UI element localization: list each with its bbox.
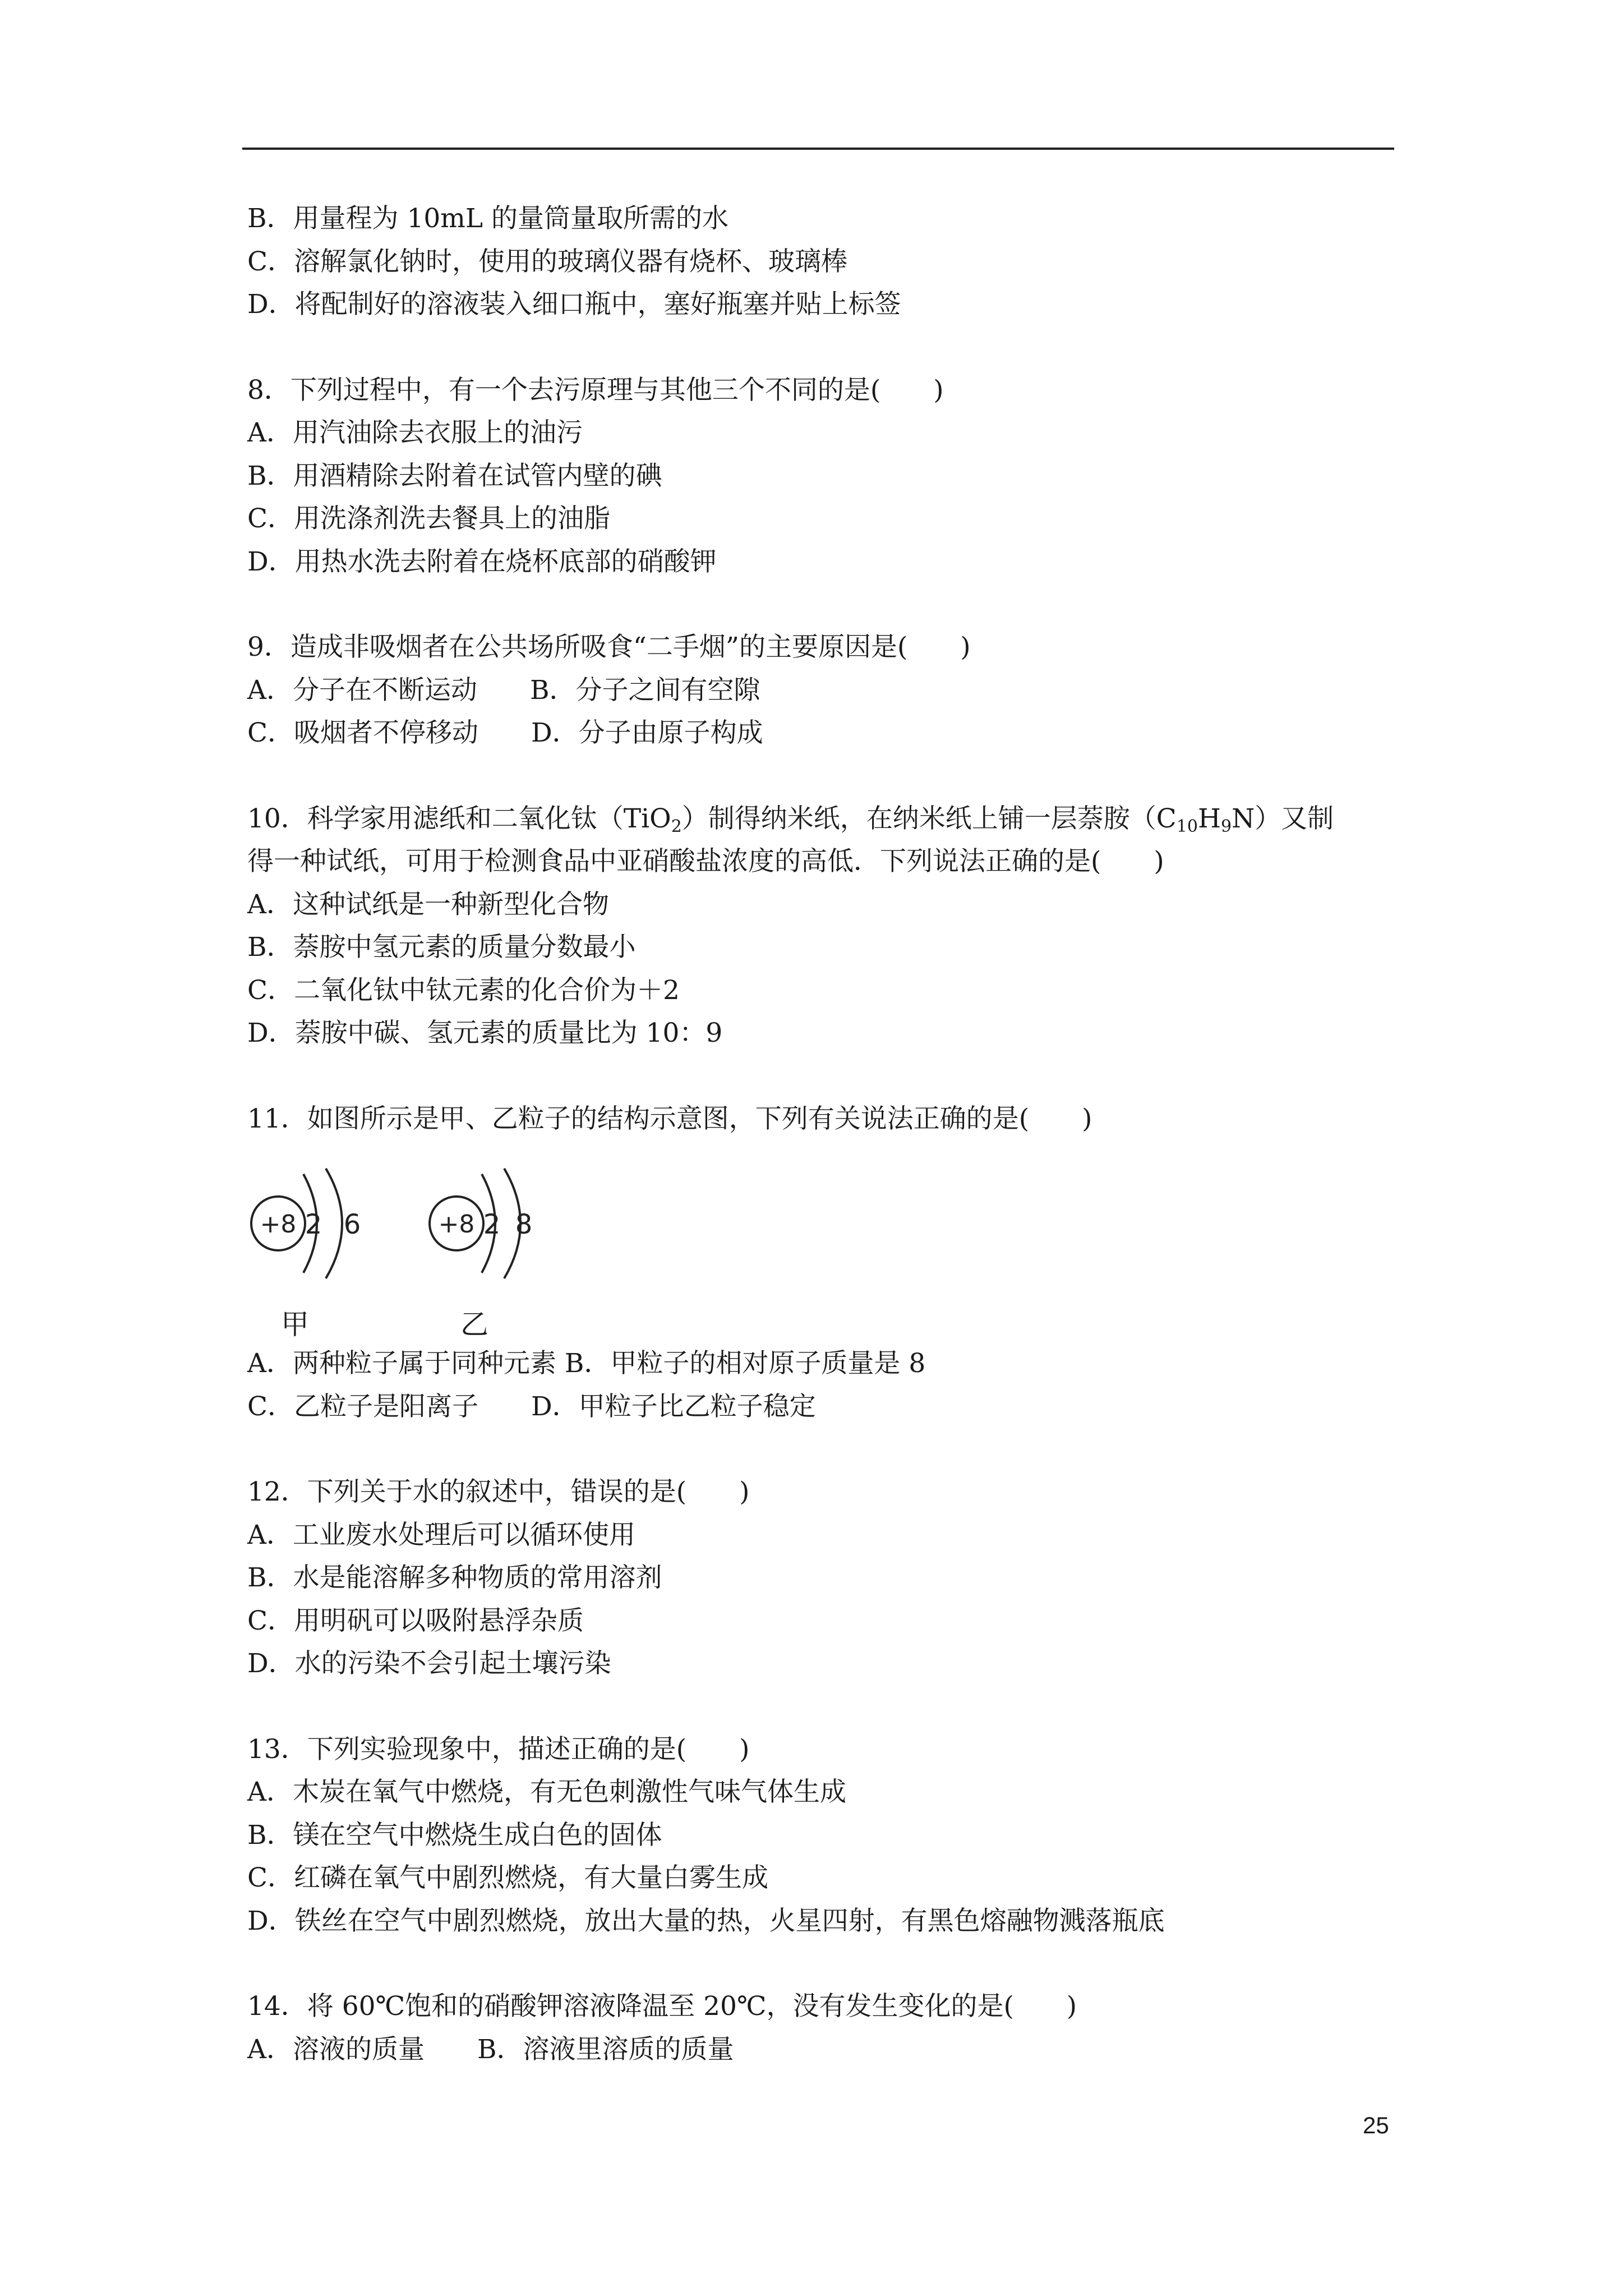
particle-a-shell1: 2	[305, 1209, 322, 1240]
particle-a-diagram	[247, 1163, 382, 1341]
particle-b-diagram	[426, 1163, 560, 1341]
q10-option-c: C．二氧化钛中钛元素的化合价为＋2	[247, 974, 680, 1006]
question-list	[247, 197, 1391, 2071]
q8-option-d: D．用热水洗去附着在烧杯底部的硝酸钾	[247, 546, 717, 577]
q14-stem: 14．将 60℃饱和的硝酸钾溶液降温至 20℃，没有发生变化的是( )	[247, 1991, 1077, 2022]
page-number: 25	[1363, 2112, 1389, 2138]
q12-option-d: D．水的污染不会引起土壤污染	[247, 1648, 611, 1679]
q13-option-d: D．铁丝在空气中剧烈燃烧，放出大量的热，火星四射，有黑色熔融物溅落瓶底	[247, 1905, 1165, 1936]
q12-option-c: C．用明矾可以吸附悬浮杂质	[247, 1605, 584, 1636]
particle-a-nucleus: +8	[260, 1210, 297, 1239]
q12-stem: 12．下列关于水的叙述中，错误的是( )	[247, 1476, 750, 1507]
q13-option-c: C．红磷在氧气中剧烈燃烧，有大量白雾生成	[247, 1862, 768, 1893]
q8-stem: 8．下列过程中，有一个去污原理与其他三个不同的是( )	[247, 374, 944, 406]
particle-b-nucleus: +8	[438, 1210, 475, 1239]
q9-stem: 9．造成非吸烟者在公共场所吸食“二手烟”的主要原因是( )	[247, 632, 971, 662]
q7-option-c: C．溶解氯化钠时，使用的玻璃仪器有烧杯、玻璃棒	[247, 246, 847, 277]
particle-a-shell2: 6	[343, 1209, 361, 1240]
q11-options-cd: C．乙粒子是阳离子 D．甲粒子比乙粒子稳定	[247, 1391, 816, 1422]
particle-b-svg	[426, 1163, 560, 1297]
q7-option-d: D．将配制好的溶液装入细口瓶中，塞好瓶塞并贴上标签	[247, 289, 901, 320]
q11-options-ab: A．两种粒子属于同种元素 B．甲粒子的相对原子质量是 8	[247, 1348, 926, 1379]
q10-option-b: B．萘胺中氢元素的质量分数最小	[247, 932, 636, 963]
particle-a-label: 甲	[281, 1308, 309, 1341]
header-rule	[242, 148, 1394, 150]
q12-option-a: A．工业废水处理后可以循环使用	[247, 1519, 635, 1550]
q7-option-b: B．用量程为 10mL 的量筒量取所需的水	[247, 203, 729, 234]
q13-option-b: B．镁在空气中燃烧生成白色的固体	[247, 1819, 662, 1851]
particle-structure-figure	[247, 1163, 640, 1342]
q10-stem-line1: 10．科学家用滤纸和二氧化钛（TiO$_2$）制得纳米纸，在纳米纸上铺一层萘胺$(C_{10}H_9N)$又制	[247, 803, 1334, 836]
particle-b-label: 乙	[460, 1308, 488, 1341]
q10-option-d: D．萘胺中碳、氢元素的质量比为 10：9	[247, 1018, 723, 1048]
q9-options-ab: A．分子在不断运动 B．分子之间有空隙	[247, 674, 760, 706]
q13-stem: 13．下列实验现象中，描述正确的是( )	[247, 1733, 750, 1765]
q9-options-cd: C．吸烟者不停移动 D．分子由原子构成	[247, 717, 763, 748]
particle-b-shell1: 2	[483, 1209, 501, 1240]
particle-b-shell2: 8	[515, 1209, 533, 1240]
q8-option-c: C．用洗涤剂洗去餐具上的油脂	[247, 503, 610, 534]
q10-stem-line2: 得一种试纸，可用于检测食品中亚硝酸盐浓度的高低．下列说法正确的是( )	[247, 846, 1164, 877]
particle-a-svg	[247, 1163, 382, 1297]
q11-stem: 11．如图所示是甲、乙粒子的结构示意图，下列有关说法正确的是( )	[247, 1103, 1092, 1134]
q8-option-b: B．用酒精除去附着在试管内壁的碘	[247, 460, 662, 491]
q12-option-b: B．水是能溶解多种物质的常用溶剂	[247, 1562, 662, 1593]
q13-option-a: A．木炭在氧气中燃烧，有无色刺激性气味气体生成	[247, 1777, 846, 1807]
q10-option-a: A．这种试纸是一种新型化合物	[247, 889, 609, 920]
q14-options-ab: A．溶液的质量 B．溶液里溶质的质量	[247, 2033, 734, 2065]
q8-option-a: A．用汽油除去衣服上的油污	[247, 417, 583, 448]
